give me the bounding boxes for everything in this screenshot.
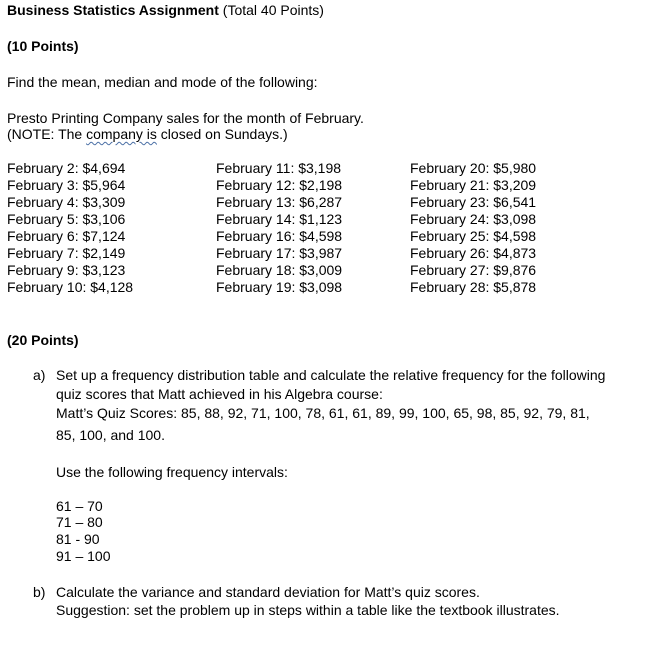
item-a-marker: a) (33, 367, 46, 383)
sales-entry: February 9: $3,123 (7, 262, 126, 278)
note-prefix: (NOTE: The (7, 126, 87, 142)
sales-column-2 (216, 160, 342, 296)
item-a-line-4: 85, 100, and 100. (56, 427, 165, 443)
sales-entry: February 19: $3,098 (216, 279, 343, 295)
interval-item: 71 – 80 (56, 514, 103, 530)
sales-entry: February 7: $2,149 (7, 245, 126, 261)
sales-entry: February 23: $6,541 (410, 194, 537, 210)
item-a-line-2: quiz scores that Matt achieved in his Algebra course: (56, 386, 383, 402)
sales-entry: February 24: $3,098 (410, 211, 537, 227)
sales-entry: February 27: $9,876 (410, 262, 537, 278)
sales-entry: February 25: $4,598 (410, 228, 537, 244)
page-title (7, 2, 324, 19)
title-bold: Business Statistics Assignment (7, 2, 219, 18)
item-b-line-1: Calculate the variance and standard deviation for Matt’s quiz scores. (56, 584, 480, 600)
note-underlined: company is (86, 126, 157, 142)
sales-entry: February 6: $7,124 (7, 228, 126, 244)
sales-entry: February 5: $3,106 (7, 211, 126, 227)
section1-instruction: Find the mean, median and mode of the following: (7, 74, 318, 90)
sales-entry: February 11: $3,198 (216, 160, 342, 176)
item-a-line-3: Matt’s Quiz Scores: 85, 88, 92, 71, 100, 78, 61, 61, 89, 99, 100, 65, 98, 85, 92, 79, 81, (56, 405, 590, 421)
sales-entry: February 28: $5,878 (410, 279, 537, 295)
sales-entry: February 20: $5,980 (410, 160, 537, 176)
sales-entry: February 13: $6,287 (216, 194, 343, 210)
sales-column-3 (410, 160, 536, 296)
section1-points: (10 Points) (7, 38, 79, 54)
sales-entry: February 10: $4,128 (7, 279, 134, 295)
title-rest: (Total 40 Points) (218, 2, 324, 18)
sales-entry: February 4: $3,309 (7, 194, 126, 210)
section1-note (7, 126, 288, 143)
interval-item: 81 - 90 (56, 531, 100, 547)
sales-entry: February 21: $3,209 (410, 177, 537, 193)
sales-entry: February 16: $4,598 (216, 228, 343, 244)
item-b-line-2: Suggestion: set the problem up in steps within a table like the textbook illustrates. (56, 602, 560, 618)
section2-points: (20 Points) (7, 332, 79, 348)
interval-item: 91 – 100 (56, 548, 111, 564)
intervals-label: Use the following frequency intervals: (56, 464, 288, 480)
sales-entry: February 18: $3,009 (216, 262, 343, 278)
sales-entry: February 12: $2,198 (216, 177, 343, 193)
sales-entry: February 2: $4,694 (7, 160, 126, 176)
sales-entry: February 3: $5,964 (7, 177, 126, 193)
sales-entry: February 14: $1,123 (216, 211, 343, 227)
note-suffix: closed on Sundays.) (156, 126, 288, 142)
item-a-line-1: Set up a frequency distribution table and calculate the relative frequency for the following (56, 367, 606, 383)
sales-entry: February 17: $3,987 (216, 245, 343, 261)
section1-context: Presto Printing Company sales for the month of February. (7, 110, 364, 126)
sales-column-1 (7, 160, 133, 296)
sales-entry: February 26: $4,873 (410, 245, 537, 261)
item-b-marker: b) (33, 584, 46, 600)
interval-item: 61 – 70 (56, 498, 103, 514)
